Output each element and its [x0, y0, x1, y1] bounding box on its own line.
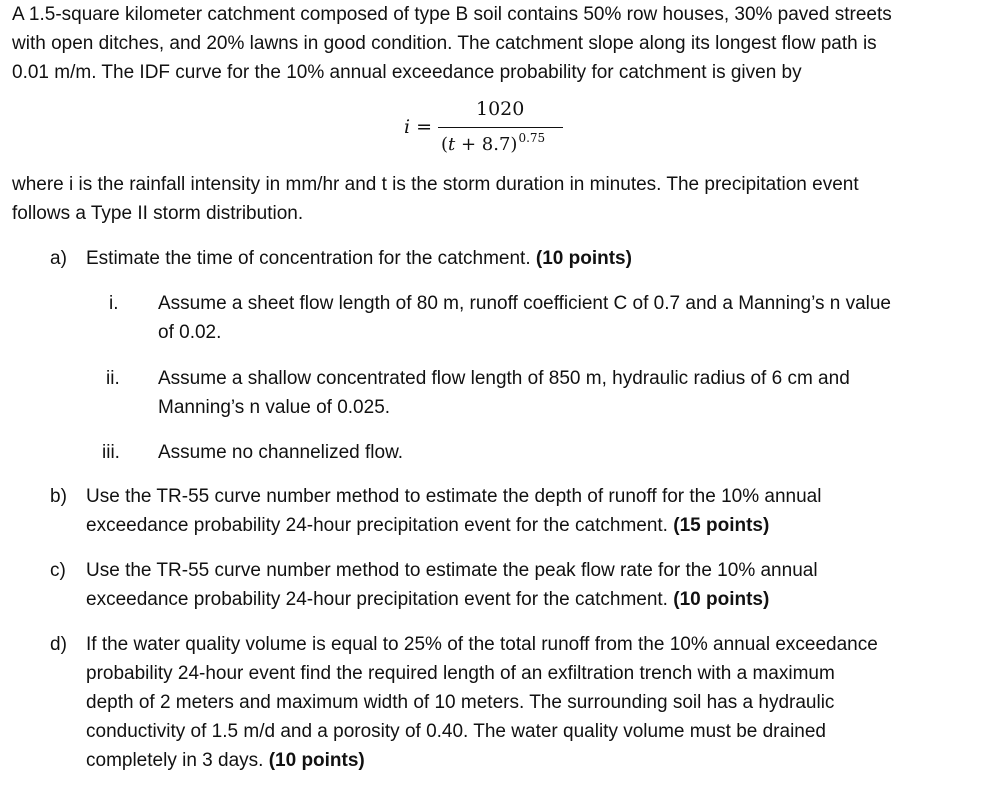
part-d-line-1: If the water quality volume is equal to 25% of the total runoff from the 10% annual exceedance [86, 634, 878, 655]
part-d-marker: d) [50, 634, 67, 655]
denominator-rest: + 8.7) [455, 134, 518, 155]
part-b-marker: b) [50, 486, 67, 507]
part-a-text [86, 247, 632, 271]
part-b-line-2-text: exceedance probability 24-hour precipitation event for the catchment. [86, 515, 674, 536]
denominator-exponent: 0.75 [518, 131, 546, 145]
sub-i-line-1: Assume a sheet flow length of 80 m, runoff coefficient C of 0.7 and a Manning’s n value [158, 293, 892, 314]
part-a-points: (10 points) [535, 248, 632, 269]
denominator-open-paren: ( [441, 134, 449, 155]
part-c-line-2-text: exceedance probability 24-hour precipitation event for the catchment. [86, 589, 674, 610]
intro-line-2: with open ditches, and 20% lawns in good condition. The catchment slope along its longest flow path is [12, 33, 877, 54]
part-d-line-2: probability 24-hour event find the required length of an exfiltration trench with a maximum [86, 663, 835, 684]
part-d-line-3: depth of 2 meters and maximum width of 10 meters. The surrounding soil has a hydraulic [86, 692, 835, 713]
part-c-line-2 [86, 588, 769, 612]
equation-numerator: 1020 [476, 98, 525, 120]
sub-i-line-2: of 0.02. [158, 322, 222, 343]
sub-iii-marker: iii. [102, 442, 120, 463]
part-d-line-4: conductivity of 1.5 m/d and a porosity of 0.40. The water quality volume must be drained [86, 721, 826, 742]
sub-ii-line-1: Assume a shallow concentrated flow length of 850 m, hydraulic radius of 6 cm and [158, 368, 850, 389]
part-b-line-2 [86, 514, 769, 538]
part-a-question: Estimate the time of concentration for the catchment. [86, 248, 536, 269]
part-c-line-1: Use the TR-55 curve number method to estimate the peak flow rate for the 10% annual [86, 560, 818, 581]
equation-denominator [441, 131, 545, 155]
sub-i-marker: i. [109, 293, 119, 314]
part-b-line-1: Use the TR-55 curve number method to estimate the depth of runoff for the 10% annual [86, 486, 822, 507]
denominator-variable: t [448, 134, 456, 155]
sub-ii-marker: ii. [106, 368, 120, 389]
part-a-marker: a) [50, 248, 67, 269]
intro-line-1: A 1.5-square kilometer catchment composed of type B soil contains 50% row houses, 30% paved streets [12, 4, 892, 25]
after-line-2: follows a Type II storm distribution. [12, 203, 304, 224]
fraction-bar [438, 127, 563, 128]
intro-line-3: 0.01 m/m. The IDF curve for the 10% annual exceedance probability for catchment is given by [12, 62, 802, 83]
equation-lhs: i = [404, 116, 433, 138]
after-line-1: where i is the rainfall intensity in mm/hr and t is the storm duration in minutes. The precipitation event [12, 174, 859, 195]
idf-equation [404, 96, 574, 160]
part-c-points: (10 points) [673, 589, 770, 610]
sub-ii-line-2: Manning’s n value of 0.025. [158, 397, 391, 418]
sub-iii-line-1: Assume no channelized flow. [158, 442, 404, 463]
part-d-points: (10 points) [268, 750, 365, 771]
part-d-line-5-text: completely in 3 days. [86, 750, 269, 771]
part-b-points: (15 points) [673, 515, 770, 536]
part-d-line-5 [86, 749, 365, 773]
part-c-marker: c) [50, 560, 66, 581]
